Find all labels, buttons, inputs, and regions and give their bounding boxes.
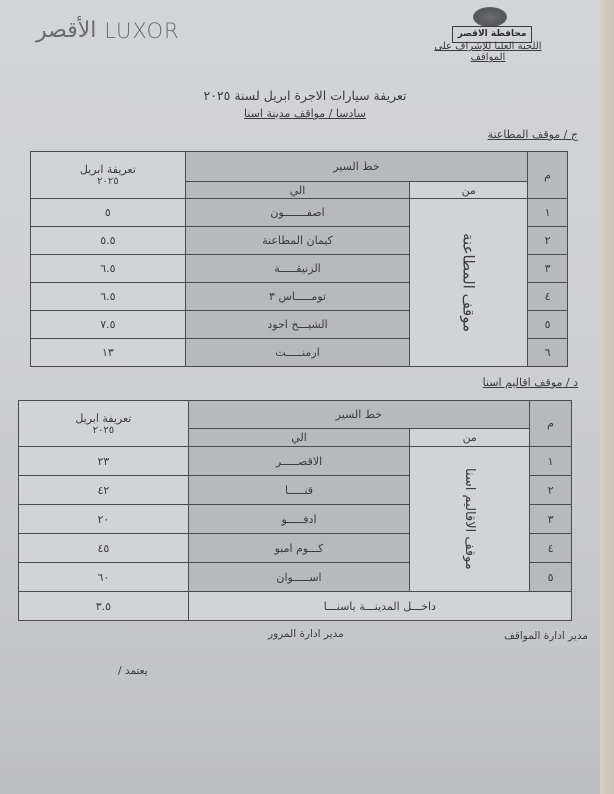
section-c-table (30, 151, 568, 367)
luxor-logo (36, 18, 180, 43)
governorate-box: محافظة الاقصر (452, 26, 532, 43)
section-d-label: د / موقف اقاليم اسنا (482, 376, 578, 389)
table-row: ٦ ارمنـــــت ١٣ (31, 339, 568, 367)
emblem-icon (473, 7, 507, 27)
logo-latin: LUXOR (104, 18, 180, 43)
document-subtitle: سادسا / مواقف مدينة اسنا (244, 107, 366, 120)
from-station-cell: موقف المطاعنة (410, 199, 528, 367)
section-d-table (18, 400, 572, 621)
table-row: ٢ كيمان المطاعنة ٥.٥ (31, 227, 568, 255)
table-row: ٤ تومـــــاس ٣ ٦.٥ (31, 283, 568, 311)
header-route: خط السير (185, 152, 527, 182)
table-row: ٢ قنـــــا ٤٢ (19, 476, 572, 505)
header-index: م (530, 401, 572, 447)
traffic-manager-signature: مدير ادارة المرور (268, 628, 344, 640)
table-row-inside-city: داخـــل المدينـــة باسنـــا ٣.٥ (19, 592, 572, 621)
from-station-cell: موقف الاقاليم اسنا (410, 447, 530, 592)
document-title: تعريفة سيارات الاجرة ابريل لسنة ٢٠٢٥ (203, 88, 407, 103)
header-from: من (410, 182, 528, 199)
header-to: الي (185, 182, 410, 199)
approval-label: يعتمد / (118, 665, 148, 677)
table-row: ٥ اســـــوان ٦٠ (19, 563, 572, 592)
table-row: ١ موقف المطاعنة اصفـــــــون ٥ (31, 199, 568, 227)
table-row: ١ موقف الاقاليم اسنا الاقصـــــر ٢٣ (19, 447, 572, 476)
header-fare: تعريفة ابريل ٢٠٢٥ (19, 401, 189, 447)
parking-manager-signature: مدير ادارة المواقف (503, 630, 588, 642)
table-row: ٤ كـــوم امبو ٤٥ (19, 534, 572, 563)
page-edge (600, 0, 614, 794)
header-from: من (410, 429, 530, 447)
table-row: ٣ الزنيقـــــة ٦.٥ (31, 255, 568, 283)
table-row: ٣ ادفـــــو ٢٠ (19, 505, 572, 534)
header-to: الي (188, 429, 410, 447)
header-fare: تعريفة ابريل ٢٠٢٥ (31, 152, 186, 199)
committee-name: اللجنة العليا للإشراف على المواقف (434, 41, 542, 63)
section-c-label: ج / موقف المطاعنة (487, 128, 578, 141)
header-route: خط السير (188, 401, 529, 429)
table-row: ٥ الشيـــخ احود ٧.٥ (31, 311, 568, 339)
logo-arabic: الأقصر (36, 18, 97, 43)
header-index: م (528, 152, 568, 199)
